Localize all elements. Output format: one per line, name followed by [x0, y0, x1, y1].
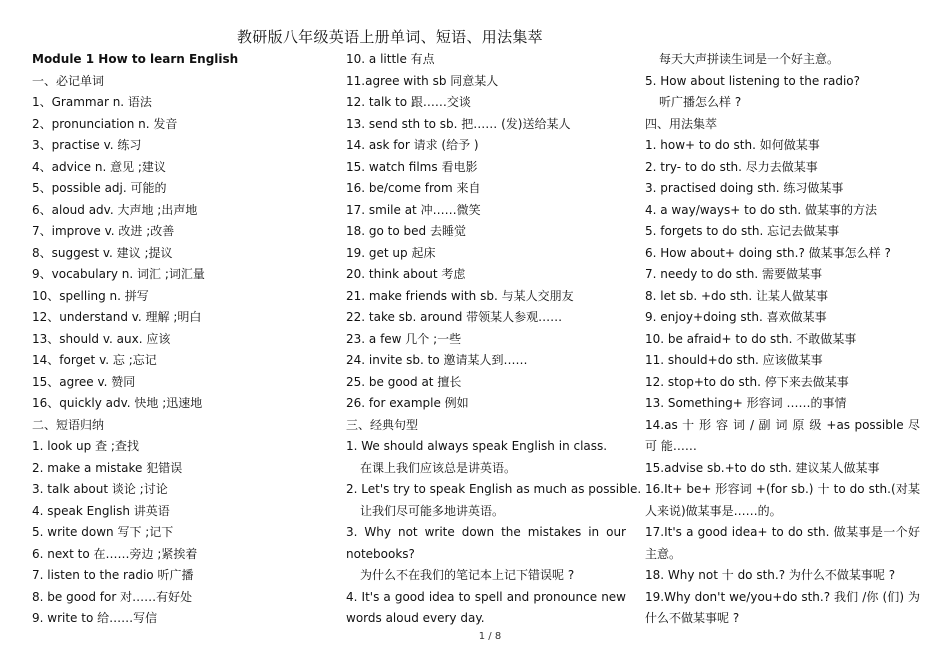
text-line: 14.as 十 形 容 词 / 副 词 原 级 +as possible 尽 可 能……: [645, 417, 920, 453]
text-line: 12、understand v. 理解 ;明白: [32, 310, 202, 324]
text-line: 17. smile at 冲……微笑: [346, 202, 481, 217]
text-line: 15. watch films 看电影: [346, 159, 478, 174]
text-line: 14、forget v. 忘 ;忘记: [32, 353, 157, 367]
text-line: 三、经典句型: [346, 417, 419, 432]
document-title: 教研版八年级英语上册单词、短语、用法集萃: [236, 28, 543, 46]
text-line: 1. how+ to do sth. 如何做某事: [645, 138, 820, 152]
text-line: 5、possible adj. 可能的: [32, 181, 167, 195]
text-line: 6、aloud adv. 大声地 ;出声地: [32, 202, 198, 217]
text-line: 每天大声拼读生词是一个好主意。: [659, 52, 840, 66]
text-line: 6. How about+ doing sth.? 做某事怎么样 ?: [645, 245, 891, 260]
text-line: 4. speak English 讲英语: [32, 503, 170, 518]
text-line: 14. ask for 请求 (给予 ): [346, 138, 479, 152]
text-line: 1、Grammar n. 语法: [32, 95, 152, 109]
text-line: 13、should v. aux. 应该: [32, 331, 171, 346]
text-line: 一、必记单词: [32, 73, 105, 88]
column-middle: [346, 49, 642, 630]
text-line: 16、quickly adv. 快地 ;迅速地: [32, 396, 203, 410]
text-line: 3. Why not write down the mistakes in our notebooks?: [346, 525, 626, 561]
text-line: 15、agree v. 赞同: [32, 374, 136, 389]
text-line: 5. How about listening to the radio?: [645, 73, 860, 88]
text-line: 5. forgets to do sth. 忘记去做某事: [645, 224, 840, 238]
text-line: 18. go to bed 去睡觉: [346, 224, 466, 238]
text-line: 13. Something+ 形容词 ……的事情: [645, 396, 847, 410]
text-line: 8. be good for 对……有好处: [32, 589, 193, 604]
text-line: 2. Let's try to speak English as much as possible.: [346, 482, 642, 496]
text-line: 四、用法集萃: [645, 116, 718, 131]
text-line: 1. look up 查 ;查找: [32, 439, 139, 453]
text-line: 11.agree with sb 同意某人: [346, 73, 499, 88]
module-heading: Module 1 How to learn English: [32, 52, 239, 66]
text-line: 23. a few 几个 ;一些: [346, 331, 462, 346]
text-line: 6. next to 在……旁边 ;紧挨着: [32, 546, 198, 561]
text-line: 3、practise v. 练习: [32, 138, 142, 152]
text-line: 21. make friends with sb. 与某人交朋友: [346, 288, 574, 303]
text-line: 8、suggest v. 建议 ;提议: [32, 245, 173, 260]
text-line: 听广播怎么样 ?: [659, 95, 742, 109]
text-line: 13. send sth to sb. 把…… (发)送给某人: [346, 116, 571, 131]
text-line: 4. a way/ways+ to do sth. 做某事的方法: [645, 202, 877, 217]
text-line: 24. invite sb. to 邀请某人到……: [346, 353, 528, 367]
text-line: 4. It's a good idea to spell and pronounce new words aloud every day.: [346, 589, 626, 625]
text-line: 9、vocabulary n. 词汇 ;词汇量: [32, 267, 205, 281]
text-line: 26. for example 例如: [346, 396, 469, 410]
text-line: 4、advice n. 意见 ;建议: [32, 159, 166, 174]
text-line: 19.Why don't we/you+do sth.? 我们 /你 (们) 为什么不做某事呢 ?: [645, 589, 920, 625]
text-line: 11. should+do sth. 应该做某事: [645, 353, 823, 367]
text-line: 25. be good at 擅长: [346, 374, 462, 389]
text-line: 22. take sb. around 带领某人参观……: [346, 310, 563, 324]
text-line: 7. needy to do sth. 需要做某事: [645, 267, 822, 281]
text-line: 12. talk to 跟……交谈: [346, 95, 471, 109]
column-right: [645, 49, 920, 630]
text-line: 2. try- to do sth. 尽力去做某事: [645, 159, 818, 174]
text-line: 3. talk about 谈论 ;讨论: [32, 482, 168, 496]
text-line: 7. listen to the radio 听广播: [32, 568, 194, 582]
text-line: 19. get up 起床: [346, 245, 436, 260]
column-left: [32, 49, 322, 630]
text-line: 1. We should always speak English in class.: [346, 439, 608, 453]
text-line: 9. write to 给……写信: [32, 611, 158, 625]
text-line: 3. practised doing sth. 练习做某事: [645, 181, 844, 195]
text-line: 17.It's a good idea+ to do sth. 做某事是一个好主意。: [645, 525, 920, 561]
text-line: 7、improve v. 改进 ;改善: [32, 224, 175, 238]
text-line: 5. write down 写下 ;记下: [32, 525, 174, 539]
page-number: 1 / 8: [478, 631, 502, 642]
text-line: 9. enjoy+doing sth. 喜欢做某事: [645, 310, 827, 324]
text-line: 20. think about 考虑: [346, 267, 466, 281]
text-line: 2、pronunciation n. 发音: [32, 116, 178, 131]
text-line: 为什么不在我们的笔记本上记下错误呢 ?: [360, 568, 575, 582]
text-line: 15.advise sb.+to do sth. 建议某人做某事: [645, 460, 880, 475]
text-line: 让我们尽可能多地讲英语。: [360, 503, 505, 518]
text-line: 10、spelling n. 拼写: [32, 288, 149, 303]
text-line: 10. be afraid+ to do sth. 不敢做某事: [645, 331, 857, 346]
text-line: 8. let sb. +do sth. 让某人做某事: [645, 288, 829, 303]
text-line: 二、短语归纳: [32, 417, 105, 432]
text-line: 18. Why not 十 do sth.? 为什么不做某事呢 ?: [645, 568, 896, 582]
text-line: 2. make a mistake 犯错误: [32, 460, 183, 475]
text-line: 10. a little 有点: [346, 52, 435, 66]
text-line: 16.It+ be+ 形容词 +(for sb.) 十 to do sth.(对某人来说)做某事是……的。: [645, 482, 920, 518]
text-line: 16. be/come from 来自: [346, 181, 481, 195]
text-line: 在课上我们应该总是讲英语。: [360, 460, 517, 475]
text-line: 12. stop+to do sth. 停下来去做某事: [645, 374, 849, 389]
